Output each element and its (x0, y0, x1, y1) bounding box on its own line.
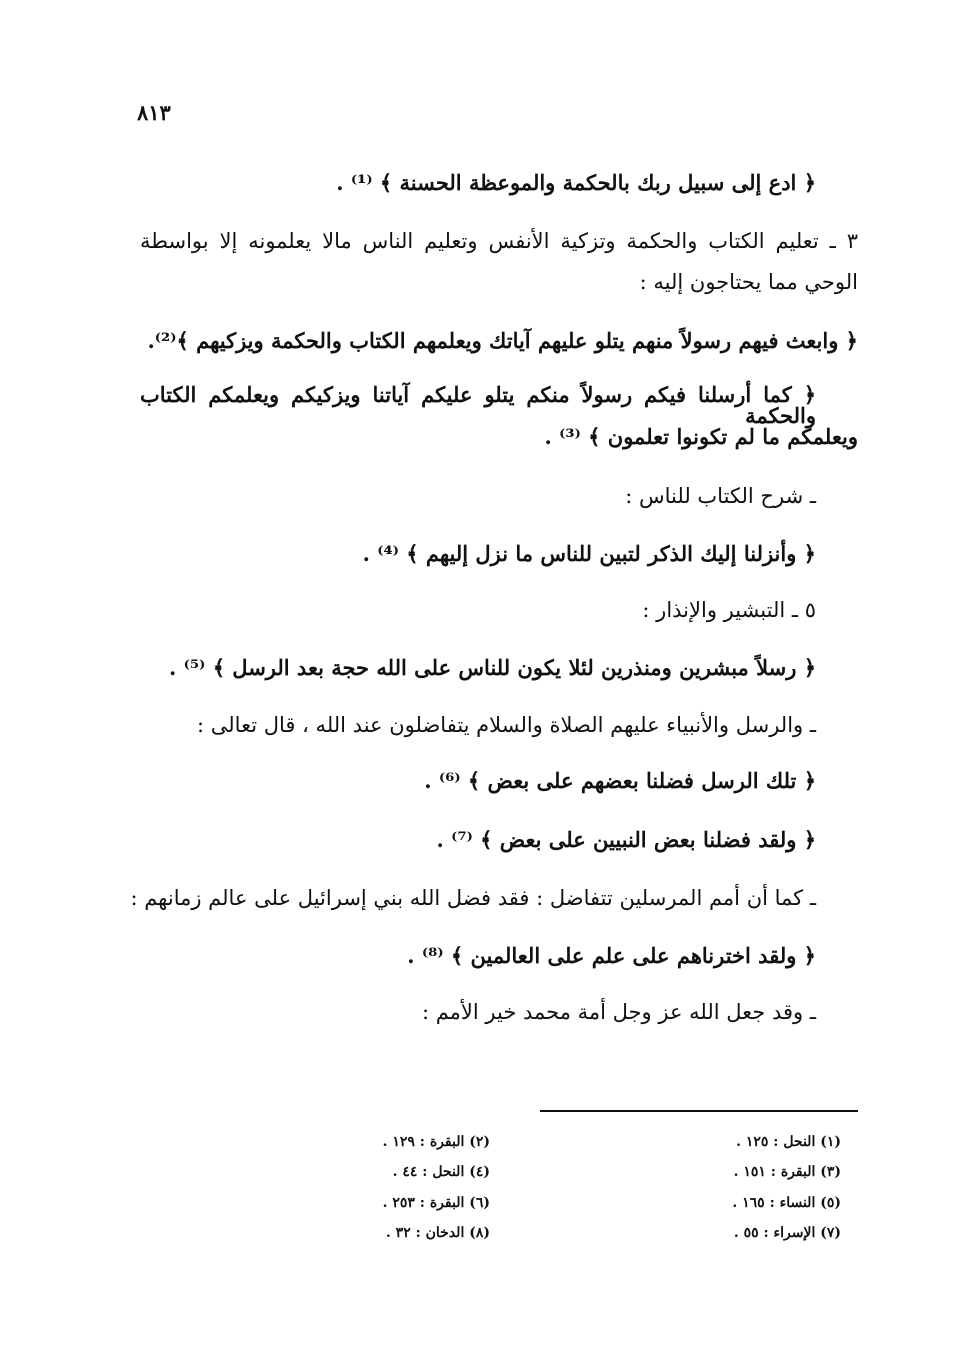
text-line-3: الوحي مما يحتاجون إليه : (639, 270, 858, 294)
footnote-2: (٢) البقرة : ١٢٩ . (382, 1134, 490, 1150)
verse-line-15: ﴿ ولقد اخترناهم على علم على العالمين ﴾ ⁽⁸⁾ . (407, 943, 816, 968)
verse-line-8: ﴿ وأنزلنا إليك الذكر لتبين للناس ما نزل إليهم ﴾ ⁽⁴⁾ . (362, 541, 816, 566)
verse-line-6: ويعلمكم ما لم تكونوا تعلمون ﴾ ⁽³⁾ . (544, 424, 858, 449)
footnote-divider (540, 1110, 858, 1112)
page-number: ٨١٣ (137, 100, 171, 125)
text-line-7: ـ شرح الكتاب للناس : (625, 484, 816, 508)
text-line-11: ـ والرسل والأنبياء عليهم الصلاة والسلام يتفاضلون عند الله ، قال تعالى : (197, 713, 816, 737)
footnote-1: (١) النحل : ١٢٥ . (736, 1134, 841, 1150)
footnote-8: (٨) الدخان : ٣٢ . (385, 1225, 490, 1241)
text-line-16: ـ وقد جعل الله عز وجل أمة محمد خير الأمم : (421, 1000, 816, 1024)
verse-line-5: ﴿ كما أرسلنا فيكم رسولاً منكم يتلو عليكم آياتنا ويزكيكم ويعلمكم الكتاب والحكمة (140, 382, 816, 428)
verse-line-1: ﴿ ادع إلى سبيل ربك بالحكمة والموعظة الحسنة ﴾ ⁽¹⁾ . (336, 170, 816, 195)
verse-line-10: ﴿ رسلاً مبشرين ومنذرين لئلا يكون للناس على الله حجة بعد الرسل ﴾ ⁽⁵⁾ . (169, 655, 816, 680)
footnote-6: (٦) البقرة : ٢٥٣ . (382, 1195, 490, 1211)
footnote-4: (٤) النحل : ٤٤ . (392, 1164, 490, 1180)
verse-line-13: ﴿ ولقد فضلنا بعض النبيين على بعض ﴾ ⁽⁷⁾ . (436, 827, 816, 852)
verse-line-12: ﴿ تلك الرسل فضلنا بعضهم على بعض ﴾ ⁽⁶⁾ . (424, 768, 816, 793)
text-line-2: ٣ ـ تعليم الكتاب والحكمة وتزكية الأنفس وتعليم الناس مالا يعلمونه إلا بواسطة (140, 229, 858, 253)
text-line-14: ـ كما أن أمم المرسلين تتفاضل : فقد فضل الله بني إسرائيل على عالم زمانهم : (130, 886, 816, 910)
footnote-3: (٣) البقرة : ١٥١ . (733, 1164, 841, 1180)
footnote-7: (٧) الإسراء : ٥٥ . (733, 1225, 841, 1241)
verse-line-4: ﴿ وابعث فيهم رسولاً منهم يتلو عليهم آياتك ويعلمهم الكتاب والحكمة ويزكيهم ﴾⁽²⁾. (147, 328, 858, 353)
text-line-9: ٥ ـ التبشير والإنذار : (642, 598, 816, 622)
footnote-5: (٥) النساء : ١٦٥ . (732, 1195, 841, 1211)
